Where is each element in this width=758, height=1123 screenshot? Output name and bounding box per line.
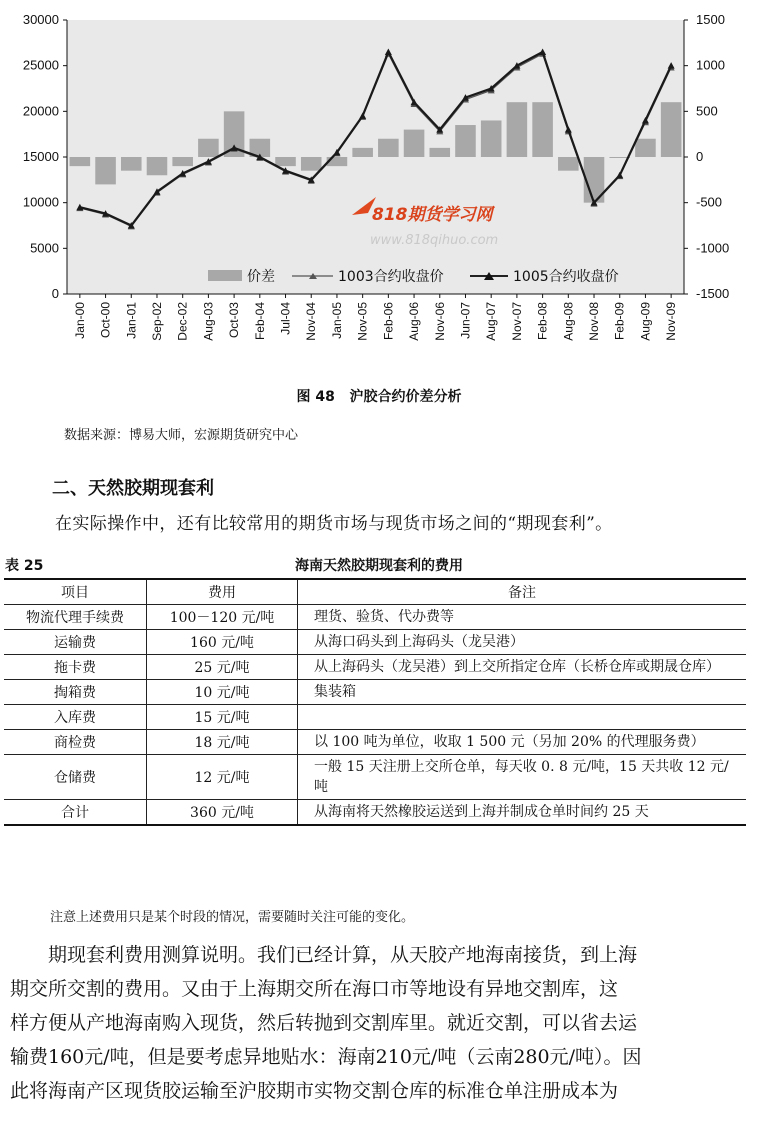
left-tick-label: 0	[51, 286, 59, 301]
paragraph-line: 此将海南产区现货胶运输至沪胶期市实物交割仓库的标准仓单注册成本为	[10, 1080, 619, 1102]
watermark-brand: 818期货学习网	[372, 205, 493, 225]
right-tick-label: 500	[696, 103, 718, 119]
x-tick-label: Aug-09	[638, 302, 653, 341]
section-title: 二、天然胶期现套利	[52, 478, 214, 499]
cell-item: 掏箱费	[4, 680, 147, 705]
spread-bar	[635, 139, 656, 157]
spread-bar	[404, 130, 425, 157]
header-item: 项目	[4, 579, 147, 605]
cell-remark: 以 100 吨为单位，收取 1 500 元（另加 20% 的代理服务费）	[298, 730, 747, 755]
cell-remark: 理货、验货、代办费等	[298, 605, 747, 630]
watermark-logo	[352, 197, 498, 248]
table-row	[4, 630, 746, 655]
table-title: 海南天然胶期现套利的费用	[295, 558, 463, 574]
table-row	[4, 680, 746, 705]
spread-bar	[95, 157, 116, 184]
x-tick-label: Feb-06	[381, 302, 396, 341]
table-row	[4, 800, 746, 826]
spread-bar	[301, 157, 322, 171]
x-tick-label: Sep-02	[149, 302, 164, 341]
x-tick-label: Nov-06	[432, 302, 447, 341]
x-tick-label: Jan-01	[124, 302, 139, 339]
x-tick-label: Nov-05	[355, 302, 370, 341]
spread-bar	[558, 157, 579, 171]
legend-label-1005: 1005合约收盘价	[513, 269, 619, 285]
x-tick-label: Oct-00	[98, 302, 113, 339]
spread-bar	[352, 148, 373, 157]
spread-chart	[0, 0, 758, 370]
cell-remark: 从海口码头到上海码头（龙吴港）	[298, 630, 747, 655]
x-tick-label: Dec-02	[175, 302, 190, 341]
cell-item: 入库费	[4, 705, 147, 730]
x-tick-label: Aug-07	[484, 302, 499, 341]
left-tick-label: 5000	[30, 240, 59, 256]
figure-number: 图 48	[296, 389, 335, 405]
x-tick-label: Nov-07	[509, 302, 524, 341]
x-tick-label: Nov-04	[304, 302, 319, 341]
right-tick-label: -500	[696, 194, 723, 210]
header-remark: 备注	[298, 579, 747, 605]
cell-remark: 从海南将天然橡胶运送到上海并制成仓单时间约 25 天	[298, 800, 747, 826]
intro-text: 在实际操作中，还有比较常用的期货市场与现货市场之间的“期现套利”。	[55, 514, 613, 534]
paragraph-line: 期现套利费用测算说明。我们已经计算，从天胶产地海南接货，到上海	[10, 944, 638, 966]
watermark-url: www.818qihuo.com	[370, 233, 499, 248]
right-tick-label: 1500	[696, 12, 725, 27]
x-tick-label: Feb-09	[612, 302, 627, 341]
cell-cost: 160 元/吨	[147, 630, 298, 655]
spread-bar	[198, 139, 219, 157]
legend-label-spread: 价差	[247, 269, 275, 285]
cell-item: 物流代理手续费	[4, 605, 147, 630]
spread-bar	[70, 157, 91, 166]
figure-title: 沪胶合约价差分析	[349, 389, 462, 405]
spread-bar	[172, 157, 193, 166]
x-tick-label: Aug-08	[561, 302, 576, 341]
spread-bar	[481, 120, 502, 157]
cell-cost: 25 元/吨	[147, 655, 298, 680]
data-source: 数据来源：博易大师，宏源期货研究中心	[64, 428, 299, 443]
spread-bar	[121, 157, 142, 171]
table-note: 注意上述费用只是某个时段的情况，需要随时关注可能的变化。	[50, 910, 415, 925]
cell-item: 运输费	[4, 630, 147, 655]
x-tick-label: Jan-05	[329, 302, 344, 339]
header-cost: 费用	[147, 579, 298, 605]
left-tick-label: 25000	[22, 57, 59, 73]
spread-bar	[507, 102, 528, 157]
x-tick-label: Nov-09	[664, 302, 679, 341]
right-axis	[684, 12, 729, 301]
x-tick-label: Jun-07	[458, 302, 473, 339]
cell-cost: 18 元/吨	[147, 730, 298, 755]
spread-bar	[661, 102, 682, 157]
cell-item: 商检费	[4, 730, 147, 755]
cost-table	[4, 578, 746, 826]
cell-item: 拖卡费	[4, 655, 147, 680]
x-tick-label: Oct-03	[227, 302, 242, 339]
table-header-row	[4, 579, 746, 605]
table-row	[4, 730, 746, 755]
cell-item: 仓储费	[4, 755, 147, 800]
x-tick-label: Aug-06	[407, 302, 422, 341]
left-axis	[23, 12, 67, 301]
x-tick-label: Feb-04	[252, 302, 267, 341]
cell-cost: 12 元/吨	[147, 755, 298, 800]
cell-remark: 集装箱	[298, 680, 747, 705]
spread-bar	[147, 157, 168, 175]
legend	[208, 268, 619, 285]
right-tick-label: 0	[696, 149, 704, 164]
x-tick-label: Jan-00	[72, 302, 87, 339]
paragraph-line: 样方便从产地海南购入现货，然后转抛到交割库里。就近交割，可以省去运	[10, 1012, 638, 1034]
table-row	[4, 755, 746, 800]
figure-caption	[0, 386, 758, 406]
x-tick-label: Jul-04	[278, 302, 293, 335]
paragraph-line: 期交所交割的费用。又由于上海期交所在海口市等地设有异地交割库，这	[10, 978, 619, 1000]
x-tick-label: Nov-08	[587, 302, 602, 341]
spread-bar	[455, 125, 476, 157]
left-tick-label: 10000	[22, 194, 59, 210]
cell-item: 合计	[4, 800, 147, 826]
cell-cost: 10 元/吨	[147, 680, 298, 705]
left-tick-label: 15000	[22, 149, 59, 164]
cell-cost: 100－120 元/吨	[147, 605, 298, 630]
spread-bar	[429, 148, 450, 157]
left-tick-label: 30000	[22, 12, 59, 27]
cell-remark	[298, 705, 747, 730]
right-tick-label: 1000	[696, 57, 725, 73]
x-axis	[67, 294, 684, 341]
left-tick-label: 20000	[22, 103, 59, 119]
cell-remark: 一般 15 天注册上交所仓单，每天收 0. 8 元/吨，15 天共收 12 元/吨	[298, 755, 747, 800]
legend-swatch-spread	[208, 270, 242, 281]
table-row	[4, 705, 746, 730]
cell-cost: 360 元/吨	[147, 800, 298, 826]
paragraph-line: 输费160元/吨，但是要考虑异地贴水：海南210元/吨（云南280元/吨）。因	[10, 1046, 642, 1068]
x-tick-label: Aug-03	[201, 302, 216, 341]
table-row	[4, 605, 746, 630]
right-tick-label: -1000	[696, 240, 730, 256]
x-tick-label: Feb-08	[535, 302, 550, 341]
spread-bar	[378, 139, 399, 157]
right-tick-label: -1500	[696, 286, 730, 301]
cell-remark: 从上海码头（龙吴港）到上交所指定仓库（长桥仓库或期晟仓库）	[298, 655, 747, 680]
table-label: 表 25	[5, 558, 44, 574]
cell-cost: 15 元/吨	[147, 705, 298, 730]
spread-bar	[275, 157, 296, 166]
table-row	[4, 655, 746, 680]
legend-label-1003: 1003合约收盘价	[338, 269, 444, 285]
spread-bar	[532, 102, 553, 157]
